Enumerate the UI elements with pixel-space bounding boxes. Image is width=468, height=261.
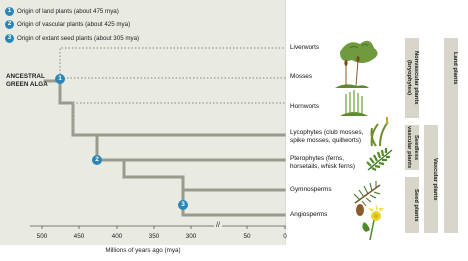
legend-item-3 — [5, 32, 139, 44]
legend-item-2 — [5, 18, 130, 30]
group-label-nonvascular: Nonvascular plants (bryophytes) — [406, 51, 419, 105]
group-bar-seed — [405, 177, 419, 233]
x-tick: 50 — [243, 233, 251, 240]
taxon-pterophytes-line-1: Pterophytes (ferns, — [290, 155, 344, 162]
group-label-seed: Seed plants — [413, 188, 419, 222]
ancestor-label — [6, 73, 48, 89]
branch-hornwort-split — [60, 103, 73, 135]
dotted-liverworts — [60, 48, 286, 78]
node-2: 2 — [92, 155, 102, 165]
group-bar-nonvascular — [405, 38, 419, 118]
branch-seed-split — [124, 177, 183, 205]
legend-item-1 — [5, 5, 119, 17]
group-label-vascular: Vascular plants — [432, 157, 438, 201]
node-3: 3 — [178, 200, 188, 210]
legend-text: Origin of land plants (about 475 mya) — [17, 7, 119, 15]
x-tick: 450 — [73, 233, 85, 240]
taxon-hornworts: Hornworts — [290, 103, 320, 110]
x-axis-label: Millions of years ago (mya) — [105, 247, 181, 254]
taxon-pterophytes-line-2: horsetails, whisk ferns) — [290, 163, 355, 170]
taxon-lycophytes-line-2: spike mosses, quillworts) — [290, 137, 362, 144]
legend-badge: 3 — [5, 34, 14, 43]
x-tick: 300 — [185, 233, 197, 240]
taxon-pterophytes — [290, 155, 355, 171]
legend-badge: 1 — [5, 7, 14, 16]
x-tick: 0 — [283, 233, 287, 240]
legend-text: Origin of vascular plants (about 425 mya) — [17, 20, 131, 28]
taxon-liverworts: Liverworts — [290, 44, 320, 51]
legend-text: Origin of extant seed plants (about 305 mya) — [17, 34, 140, 42]
x-tick: 500 — [36, 233, 48, 240]
node-1: 1 — [55, 74, 65, 84]
group-bar-seedless — [405, 125, 419, 170]
x-tick: 400 — [111, 233, 123, 240]
taxon-angiosperms: Angiosperms — [290, 211, 328, 218]
legend-badge: 2 — [5, 20, 14, 29]
ancestor-line-2: GREEN ALGA — [6, 81, 48, 88]
taxon-gymnosperms: Gymnosperms — [290, 186, 332, 193]
group-bar-vascular — [424, 125, 438, 233]
taxon-lycophytes-line-1: Lycophytes (club mosses, — [290, 129, 364, 136]
taxon-lycophytes — [290, 129, 363, 145]
ancestor-line-1: ANCESTRAL — [6, 73, 45, 80]
taxon-mosses: Mosses — [290, 73, 313, 80]
group-label-land: Land plants — [452, 51, 458, 85]
axis-break-label: // — [216, 222, 220, 229]
group-label-seedless: Seedless vascular plants — [406, 126, 419, 169]
group-bar-land — [444, 38, 458, 233]
x-tick: 350 — [148, 233, 160, 240]
